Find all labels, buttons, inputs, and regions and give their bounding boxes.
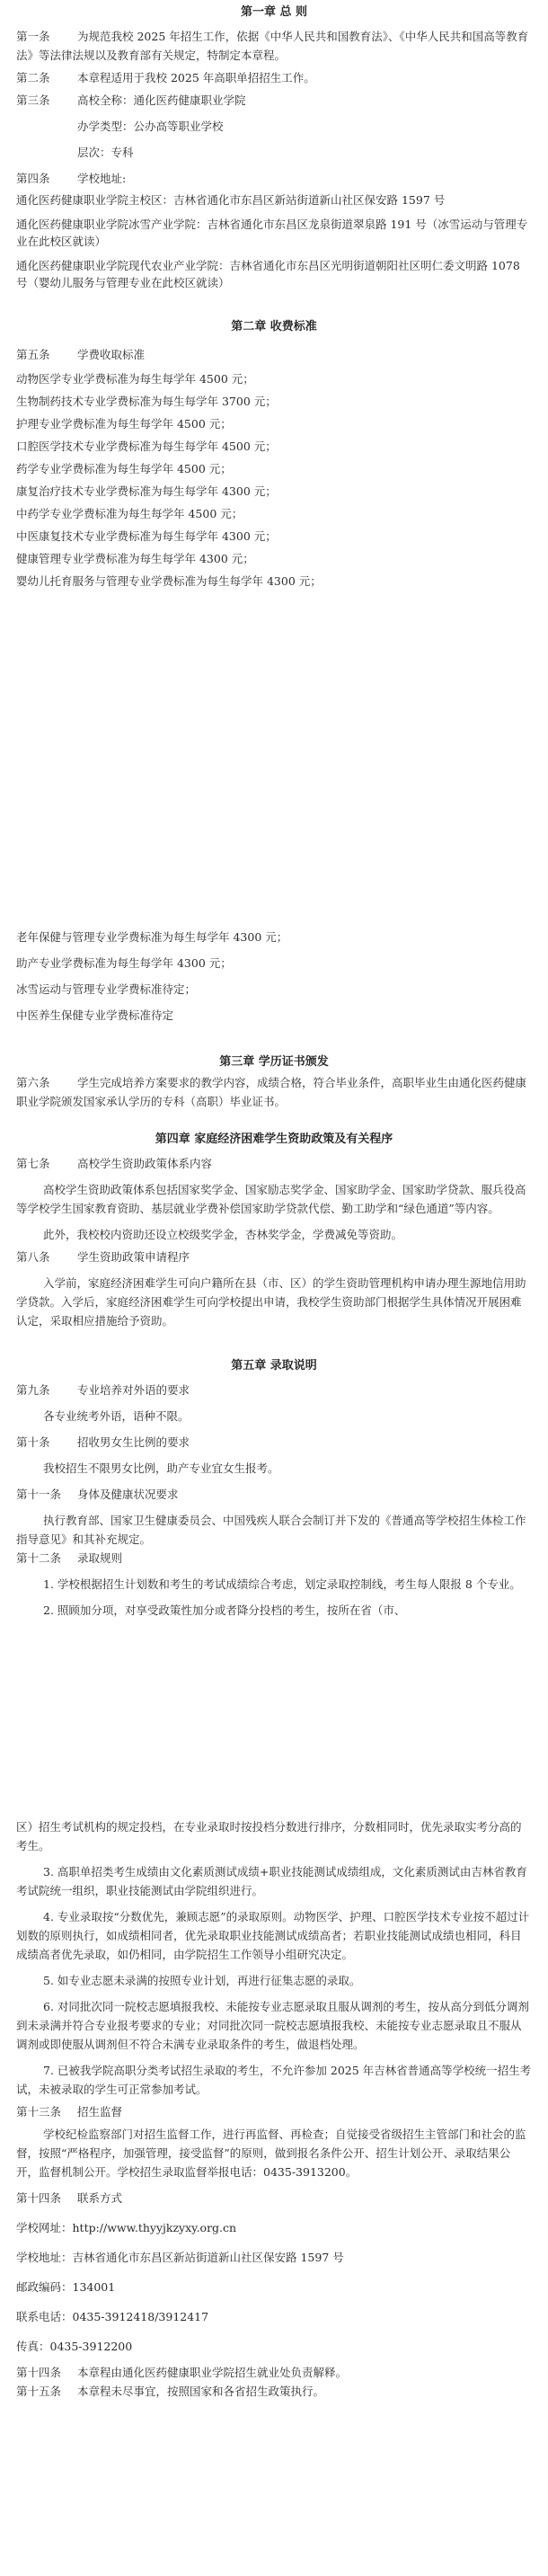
fee-item: 动物医学专业学费标准为每生每学年 4500 元； [16, 372, 254, 386]
article-text: 招生监督 [77, 2105, 123, 2119]
article-1 [16, 27, 532, 65]
contact-phone: 联系电话：0435-3912418/3912417 [16, 2310, 209, 2323]
article-number: 第五条 [16, 348, 50, 361]
article-12-item: 7. 已被我学院高职分类考试招生录取的考生，不允许参加 2025 年吉林省普通高等学校统一招生考试，未被录取的学生可正常参加考试。 [16, 2064, 532, 2096]
article-text: 学生完成培养方案要求的教学内容，成绩合格，符合毕业条件，高职毕业生由通化医药健康职业学院颁发国家承认学历的专科（高职）毕业证书。 [16, 1076, 527, 1108]
article-2 [16, 68, 532, 87]
fax-number: 传真：0435-3912200 [16, 2340, 133, 2353]
fee-item: 助产专业学费标准为每生每学年 4300 元； [16, 956, 232, 970]
article-number: 第八条 [16, 1250, 50, 1264]
article-text: 录取规则 [77, 1551, 123, 1565]
article-13-paragraph: 学校纪检监察部门对招生监督工作，进行再监督、再检查；自觉接受省级招生主管部门和社会的监督，按照“严格程序，加强管理，接受监督”的原则，做到报名条件公开、招生计划公开、录取结果公开，监督机制公开。学校招生录取监督举报电话：0435-3913200。 [16, 2127, 526, 2179]
article-12-item: 3. 高职单招类考生成绩由文化素质测试成绩+职业技能测试成绩组成，文化素质测试由吉林省教育考试院统一组织，职业技能测试由学院组织进行。 [16, 1865, 527, 1897]
chapter-2-title: 第二章 收费标准 [231, 320, 317, 333]
article-number: 第十二条 [16, 1551, 62, 1565]
fee-item: 药学专业学费标准为每生每学年 4500 元； [16, 462, 232, 475]
school-full-name: 高校全称：通化医药健康职业学院 [77, 93, 246, 107]
campus-main: 通化医药健康职业学院主校区：吉林省通化市东昌区新站街道新山社区保安路 1597 号 [16, 193, 446, 207]
article-12-item: 6. 对同批次同一院校志愿填报我校、未能按专业志愿录取且服从调剂的考生，按从高分到低分调剂到未录满并符合专业报考要求的专业；对同批次同一院校志愿填报我校、未能按专业志愿录取且不服从调剂或即使服从调剂但不符合未满专业录取条件的考生，做退档处理。 [16, 2000, 529, 2051]
article-15 [16, 2382, 532, 2401]
article-11 [16, 1485, 532, 1504]
article-14 [16, 2189, 532, 2207]
article-text: 学费收取标准 [77, 348, 146, 361]
article-text: 专业培养对外语的要求 [77, 1383, 190, 1397]
article-interpretation [16, 2363, 532, 2382]
school-type: 办学类型：公办高等职业学校 [77, 120, 224, 133]
fee-item: 冰雪运动与管理专业学费标准待定； [16, 982, 197, 996]
article-text: 为规范我校 2025 年招生工作，依据《中华人民共和国教育法》、《中华人民共和国高等教育法》等法律法规以及教育部有关规定，特制定本章程。 [16, 30, 529, 62]
article-5 [16, 345, 532, 364]
article-text: 学生资助政策申请程序 [77, 1250, 190, 1264]
document-page-3 [0, 1817, 548, 2576]
article-text: 本章程未尽事宜，按照国家和各省招生政策执行。 [77, 2385, 325, 2398]
article-8-paragraph: 入学前，家庭经济困难学生可向户籍所在县（市、区）的学生资助管理机构申请办理生源地信用助学贷款。入学后，家庭经济困难学生可向学校提出申请，我校学生资助部门根据学生具体情况开展困难认定，采取相应措施给予资助。 [16, 1276, 526, 1328]
article-11-paragraph: 执行教育部、国家卫生健康委员会、中国残疾人联合会制订并下发的《普通高等学校招生体检工作指导意见》和其补充规定。 [16, 1514, 526, 1546]
article-text: 联系方式 [77, 2191, 123, 2205]
article-7-paragraph: 高校学生资助政策体系包括国家奖学金、国家励志奖学金、国家助学金、国家助学贷款、服兵役高等学校学生国家教育资助、基层就业学费补偿国家助学贷款代偿、勤工助学和“绿色通道”等内容。 [16, 1183, 526, 1215]
article-number: 第六条 [16, 1076, 50, 1089]
article-6 [16, 1073, 532, 1111]
fee-item: 口腔医学技术专业学费标准为每生每学年 4500 元； [16, 440, 277, 453]
fee-item: 健康管理专业学费标准为每生每学年 4300 元； [16, 552, 254, 565]
article-number: 第九条 [16, 1383, 50, 1397]
fee-item: 护理专业学费标准为每生每学年 4500 元； [16, 417, 232, 431]
fee-item: 生物制药技术专业学费标准为每生每学年 3700 元； [16, 395, 277, 408]
article-12-item: 2. 照顾加分项，对享受政策性加分或者降分投档的考生，按所在省（市、 [43, 1603, 406, 1617]
article-number: 第十四条 [16, 2191, 62, 2205]
article-number: 第三条 [16, 93, 50, 107]
article-3 [16, 91, 532, 110]
chapter-5-title: 第五章 录取说明 [231, 1359, 317, 1372]
article-4 [16, 169, 532, 188]
article-text: 学校地址: [77, 172, 127, 185]
article-number: 第一条 [16, 30, 50, 43]
fee-item: 中医养生保健专业学费标准待定 [16, 1008, 174, 1022]
document-page-2 [0, 926, 548, 1627]
school-level: 层次：专科 [77, 146, 134, 159]
article-9-paragraph: 各专业统考外语，语种不限。 [43, 1409, 190, 1423]
postal-code: 邮政编码：134001 [16, 2280, 116, 2294]
page-gap [0, 733, 548, 926]
article-10-paragraph: 我校招生不限男女比例，助产专业宜女生报考。 [43, 1461, 279, 1475]
article-number: 第十三条 [16, 2105, 62, 2119]
article-10 [16, 1433, 532, 1452]
article-9 [16, 1381, 532, 1399]
article-7 [16, 1154, 532, 1173]
article-text: 本章程由通化医药健康职业学院招生就业处负责解释。 [77, 2366, 348, 2379]
article-text: 本章程适用于我校 2025 年高职单招招生工作。 [77, 71, 315, 84]
article-text: 招收男女生比例的要求 [77, 1435, 190, 1449]
page-gap [0, 1627, 548, 1817]
document-page-1 [0, 0, 548, 733]
article-number: 第十条 [16, 1435, 50, 1449]
article-8 [16, 1248, 532, 1266]
article-text: 高校学生资助政策体系内容 [77, 1157, 213, 1170]
chapter-3-title: 第三章 学历证书颁发 [219, 1055, 329, 1069]
campus-ice-snow: 通化医药健康职业学院冰雪产业学院：吉林省通化市东昌区龙泉街道翠泉路 191 号（冰雪运动与管理专业在此校区就读） [16, 218, 528, 248]
article-12-continued: 区）招生考试机构的规定投档，在专业录取时按投档分数进行排序，分数相同时，优先录取实考分高的考生。 [16, 1820, 522, 1852]
fee-item: 婴幼儿托育服务与管理专业学费标准为每生每学年 4300 元； [16, 574, 322, 588]
fee-item: 康复治疗技术专业学费标准为每生每学年 4300 元； [16, 484, 277, 498]
fee-item: 中药学专业学费标准为每生每学年 4500 元； [16, 507, 243, 520]
article-12-item: 1. 学校根据招生计划数和考生的考试成绩综合考虑，划定录取控制线，考生每人限报 8 个专业。 [43, 1577, 521, 1591]
article-number: 第十一条 [16, 1488, 62, 1501]
article-12 [16, 1549, 532, 1568]
article-text: 身体及健康状况要求 [77, 1488, 179, 1501]
article-number: 第七条 [16, 1157, 50, 1170]
article-number: 第四条 [16, 172, 50, 185]
article-number: 第十五条 [16, 2385, 62, 2398]
chapter-1-title: 第一章 总 则 [240, 5, 308, 19]
article-12-item: 4. 专业录取按“分数优先，兼顾志愿”的录取原则。动物医学、护理、口腔医学技术专业按不超过计划数的原则执行，如成绩相同者，优先录取职业技能测试成绩高者；若职业技能测试成绩也相同，科目成绩高者优先录取，如仍相同，由学院招生工作领导小组研究决定。 [16, 1910, 530, 1961]
article-7-paragraph: 此外，我校校内资助还设立校级奖学金，杏林奖学金，学费减免等资助。 [43, 1228, 403, 1241]
campus-agriculture: 通化医药健康职业学院现代农业产业学院：吉林省通化市东昌区光明街道朝阳社区明仁委文明路 1078 号（婴幼儿服务与管理专业在此校区就读） [16, 259, 520, 289]
chapter-4-title: 第四章 家庭经济困难学生资助政策及有关程序 [155, 1133, 393, 1146]
article-number: 第二条 [16, 71, 50, 84]
article-number: 第十四条 [16, 2366, 62, 2379]
school-website: 学校网址：http://www.thyyjkzyxy.org.cn [16, 2221, 237, 2234]
fee-item: 中医康复技术专业学费标准为每生每学年 4300 元； [16, 529, 277, 543]
fee-item: 老年保健与管理专业学费标准为每生每学年 4300 元； [16, 930, 288, 944]
article-12-item: 5. 如专业志愿未录满的按照专业计划，再进行征集志愿的录取。 [43, 1974, 361, 1987]
article-13 [16, 2102, 532, 2121]
school-address: 学校地址：吉林省通化市东昌区新站街道新山社区保安路 1597 号 [16, 2251, 344, 2264]
